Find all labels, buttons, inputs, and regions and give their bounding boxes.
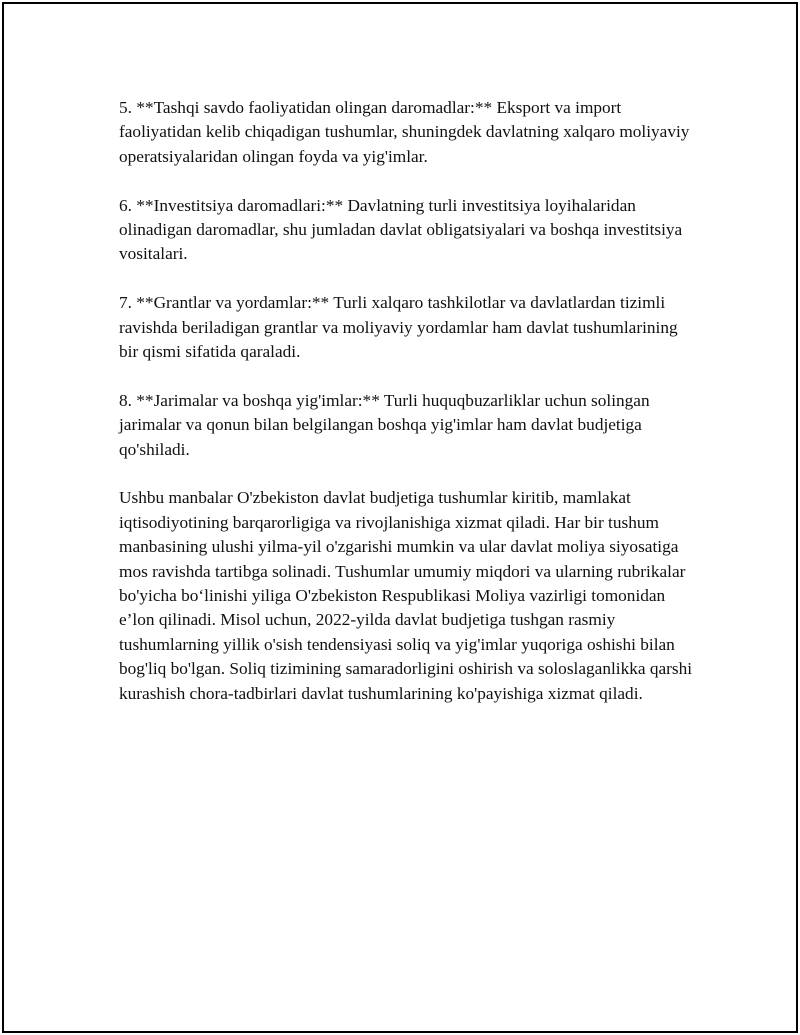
- summary-paragraph: Ushbu manbalar O'zbekiston davlat budjetiga tushumlar kiritib, mamlakat iqtisodiyotining barqarorligiga va rivojlanishiga xizmat qiladi. Har bir tushum manbasining ulushi yilma-yil o'zgarishi mumkin va ular davlat moliya siyosatiga mos ravishda tartibga solinadi. Tushumlar umumiy miqdori va ularning rubrikalar bo'yicha bo‘linishi yiliga O'zbekiston Respublikasi Moliya vazirligi tomonidan e’lon qilinadi. Misol uchun, 2022-yilda davlat budjetiga tushgan rasmiy tushumlarning yillik o'sish tendensiyasi soliq va yig'imlar yuqoriga oshishi bilan bog'liq bo'lgan. Soliq tizimining samaradorligini oshirish va soloslaganlikka qarshi kurashish chora-tadbirlari davlat tushumlarining ko'payishiga xizmat qiladi.: [119, 488, 693, 703]
- paragraph-item-5: 5. **Tashqi savdo faoliyatidan olingan daromadlar:** Eksport va import faoliyatidan kelib chiqadigan tushumlar, shuningdek davlatning xalqaro moliyaviy operatsiyalaridan olingan foyda va yig'imlar.: [119, 98, 690, 166]
- document-body: [119, 96, 694, 730]
- paragraph-item-8: 8. **Jarimalar va boshqa yig'imlar:** Turli huquqbuzarliklar uchun solingan jarimalar va qonun bilan belgilangan boshqa yig'imlar ham davlat budjetiga qo'shiladi.: [119, 390, 650, 459]
- paragraph-item-6: 6. **Investitsiya daromadlari:** Davlatning turli investitsiya loyihalaridan olinadigan daromadlar, shu jumladan davlat obligatsiyalari va boshqa investitsiya vositalari.: [119, 195, 683, 264]
- document-page: [2, 2, 798, 1033]
- paragraph-item-7: 7. **Grantlar va yordamlar:** Turli xalqaro tashkilotlar va davlatlardan tizimli ravishda beriladigan grantlar va moliyaviy yordamlar ham davlat tushumlarining bir qismi sifatida qaraladi.: [119, 293, 678, 362]
